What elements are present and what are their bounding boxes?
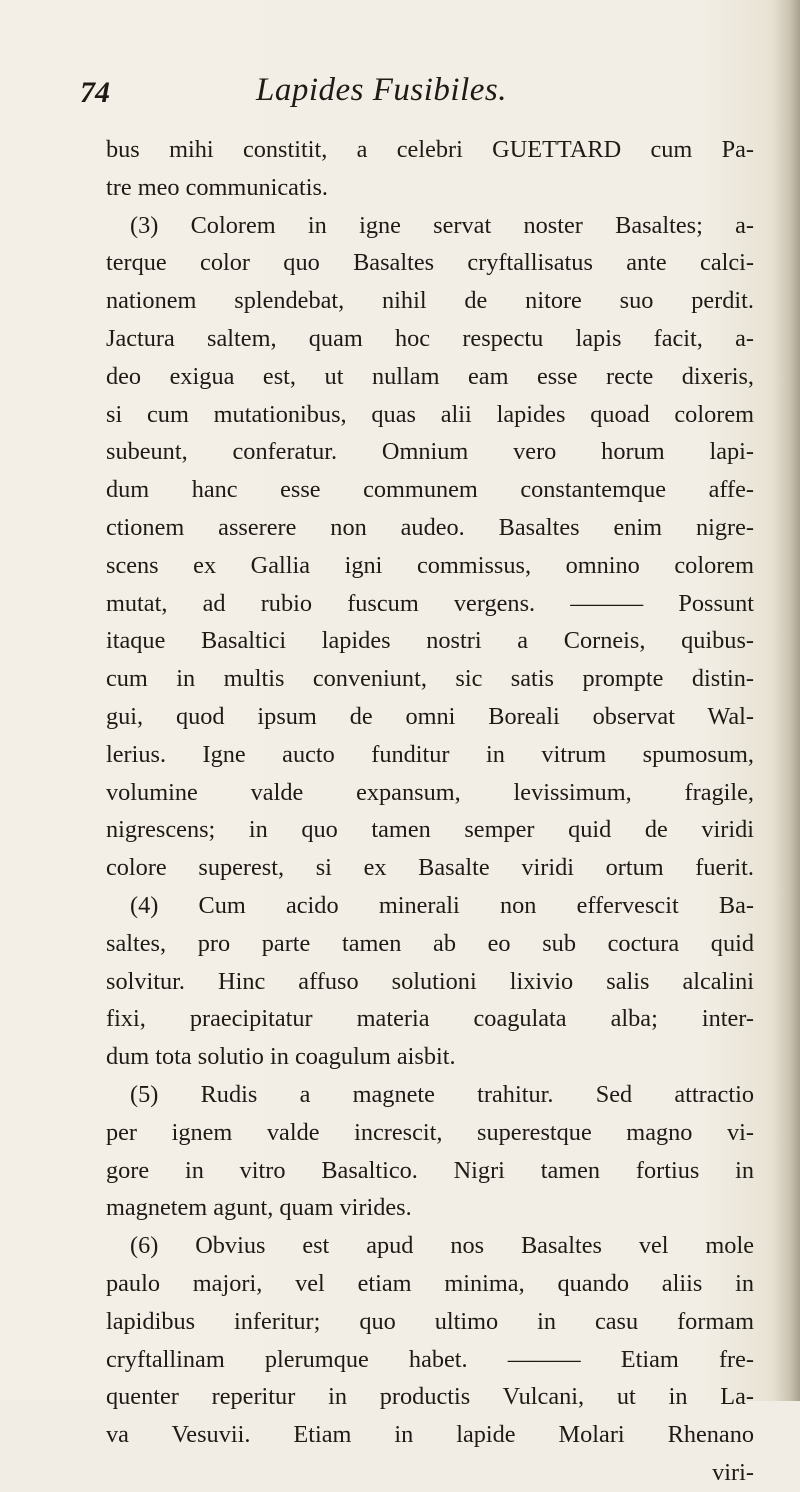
text-line: solvitur. Hinc affuso solutioni lixivio salis alcalini	[106, 967, 754, 995]
text-line: ctionem asserere non audeo. Basaltes enim nigre-	[106, 513, 754, 541]
body-text	[106, 131, 754, 1492]
text-line: saltes, pro parte tamen ab eo sub coctura quid	[106, 929, 754, 957]
text-line: (4) Cum acido minerali non effervescit Ba-	[130, 891, 754, 919]
text-line: si cum mutationibus, quas alii lapides quoad colorem	[106, 400, 754, 428]
text-line: lerius. Igne aucto funditur in vitrum spumosum,	[106, 740, 754, 768]
text-line: bus mihi constitit, a celebri GUETTARD cum Pa-	[106, 136, 754, 163]
text-line: (6) Obvius est apud nos Basaltes vel mole	[130, 1232, 754, 1260]
text-line: lapidibus inferitur; quo ultimo in casu formam	[106, 1307, 754, 1335]
text-line: subeunt, conferatur. Omnium vero horum lapi-	[106, 438, 754, 466]
text-line: fixi, praecipitatur materia coagulata alba; inter-	[106, 1005, 754, 1033]
text-line: per ignem valde increscit, superestque magno vi-	[106, 1118, 754, 1146]
text-line: (3) Colorem in igne servat noster Basaltes; a-	[130, 211, 754, 239]
text-line: (5) Rudis a magnete trahitur. Sed attractio	[130, 1080, 754, 1108]
text-line: dum tota solutio in coagulum aisbit.	[106, 1043, 456, 1071]
text-line: itaque Basaltici lapides nostri a Corneis, quibus-	[106, 627, 754, 655]
running-title: Lapides Fusibiles.	[256, 72, 508, 108]
catchword: viri-	[712, 1458, 754, 1486]
text-line: cryftallinam plerumque habet. ——— Etiam fre-	[106, 1345, 754, 1373]
text-line: gui, quod ipsum de omni Boreali observat Wal-	[106, 702, 754, 730]
page-header	[80, 72, 720, 122]
text-line: quenter reperitur in productis Vulcani, ut in La-	[106, 1383, 754, 1411]
text-line: colore superest, si ex Basalte viridi ortum fuerit.	[106, 854, 754, 882]
text-line: tre meo communicatis.	[106, 173, 328, 201]
page-number: 74	[80, 76, 110, 109]
text-line: terque color quo Basaltes cryftallisatus ante calci-	[106, 249, 754, 277]
page-edge-shadow	[774, 0, 800, 1401]
text-line: deo exigua est, ut nullam eam esse recte dixeris,	[106, 362, 754, 390]
text-line: gore in vitro Basaltico. Nigri tamen fortius in	[106, 1156, 754, 1184]
text-line: Jactura saltem, quam hoc respectu lapis facit, a-	[106, 324, 754, 352]
text-line: volumine valde expansum, levissimum, fragile,	[106, 778, 754, 806]
text-line: dum hanc esse communem constantemque affe-	[106, 476, 754, 504]
text-line: magnetem agunt, quam virides.	[106, 1194, 412, 1222]
text-line: nigrescens; in quo tamen semper quid de viridi	[106, 816, 754, 844]
text-line: nationem splendebat, nihil de nitore suo perdit.	[106, 287, 754, 315]
text-line: va Vesuvii. Etiam in lapide Molari Rhenano	[106, 1421, 754, 1449]
text-line: cum in multis conveniunt, sic satis prompte distin-	[106, 665, 754, 693]
text-line: mutat, ad rubio fuscum vergens. ——— Possunt	[106, 589, 754, 617]
text-line: paulo majori, vel etiam minima, quando aliis in	[106, 1269, 754, 1297]
text-line: scens ex Gallia igni commissus, omnino colorem	[106, 551, 754, 579]
